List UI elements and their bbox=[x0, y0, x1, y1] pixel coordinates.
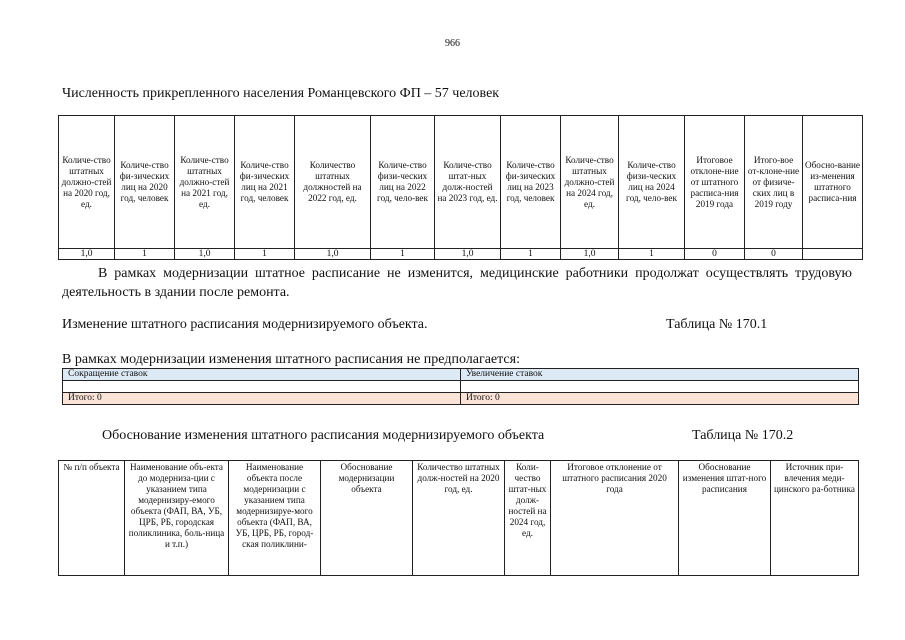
page-number: 966 bbox=[445, 38, 460, 49]
table1-cell: 1 bbox=[501, 249, 561, 260]
table1-cell: 1 bbox=[619, 249, 685, 260]
table3-header: Итоговое отклонение от штатного расписания 2020 года bbox=[551, 461, 679, 576]
table3-header: Обоснование модернизации объекта bbox=[321, 461, 413, 576]
table1-cell: 1 bbox=[371, 249, 435, 260]
table1-cell: 1 bbox=[115, 249, 175, 260]
table1-header: Количе-ство физи-ческих лиц на 2022 год, чело-век bbox=[371, 116, 435, 249]
table1-cell bbox=[803, 249, 863, 260]
table3-header: Обоснование изменения штат-ного расписания bbox=[679, 461, 771, 576]
increase-cell bbox=[461, 381, 859, 393]
increase-total: Итого: 0 bbox=[461, 393, 859, 405]
rates-table bbox=[62, 368, 859, 405]
table1-header: Количе-ство штатных должно-стей на 2024 год, ед. bbox=[561, 116, 619, 249]
table1-header: Итого-вое от-клоне-ние от физиче-ских лиц в 2019 году bbox=[745, 116, 803, 249]
justification-table bbox=[58, 460, 859, 576]
table1-cell: 1 bbox=[235, 249, 295, 260]
table3-header: Количество штатных долж-ностей на 2020 год, ед. bbox=[413, 461, 505, 576]
table1-header: Количе-ство фи-зических лиц на 2023 год, человек bbox=[501, 116, 561, 249]
increase-header: Увеличение ставок bbox=[461, 369, 859, 381]
table1-header: Количе-ство физи-ческих лиц на 2024 год, чело-век bbox=[619, 116, 685, 249]
table1-header: Количе-ство штатных должно-стей на 2021 год, ед. bbox=[175, 116, 235, 249]
reduction-total: Итого: 0 bbox=[63, 393, 461, 405]
change-title: Изменение штатного расписания модернизируемого объекта. bbox=[62, 317, 428, 332]
table1-header: Обосно-вание из-менения штатного расписа-ния bbox=[803, 116, 863, 249]
table3-header: Наименование объекта после модернизации с указанием типа модернизируе-мого объекта (ФАП, ВА, УБ, ЦРБ, РБ, город-ская поликлини- bbox=[229, 461, 321, 576]
table3-header: № п/п объекта bbox=[59, 461, 125, 576]
table3-header: Наименование объ-екта до модерниза-ции с указанием типа модернизиру-емого объекта (ФАП, ВА, УБ, ЦРБ, РБ, городская поликлиника, боль-ница и т.п.) bbox=[125, 461, 229, 576]
table1-header: Количество штатных должностей на 2022 год, ед. bbox=[295, 116, 371, 249]
table1-cell: 1,0 bbox=[295, 249, 371, 260]
change-table-number: Таблица № 170.1 bbox=[666, 317, 768, 332]
table1-cell: 0 bbox=[745, 249, 803, 260]
table1-header: Количе-ство штат-ных долж-ностей на 2023 год, ед. bbox=[435, 116, 501, 249]
table1-header: Количе-ство фи-зических лиц на 2021 год, человек bbox=[235, 116, 295, 249]
justification-table-number: Таблица № 170.2 bbox=[692, 428, 794, 443]
table1-cell: 1,0 bbox=[59, 249, 115, 260]
population-title: Численность прикрепленного населения Романцевского ФП – 57 человек bbox=[62, 86, 500, 101]
table-row bbox=[63, 381, 859, 393]
table3-header: Источник при-влечения меди-цинского ра-ботника bbox=[771, 461, 859, 576]
reduction-header: Сокращение ставок bbox=[63, 369, 461, 381]
justification-title: Обоснование изменения штатного расписания модернизируемого объекта bbox=[102, 428, 545, 443]
modernization-paragraph: В рамках модернизации штатное расписание не изменится, медицинские работники продолжат осуществлять трудовую деятельность в здании после ремонта. bbox=[62, 266, 852, 300]
reduction-cell bbox=[63, 381, 461, 393]
table1-cell: 1,0 bbox=[175, 249, 235, 260]
table1-header: Количе-ство фи-зических лиц на 2020 год, человек bbox=[115, 116, 175, 249]
table1-header: Количе-ство штатных должно-стей на 2020 год, ед. bbox=[59, 116, 115, 249]
staffing-table bbox=[58, 115, 863, 260]
table1-cell: 1,0 bbox=[561, 249, 619, 260]
table1-cell: 1,0 bbox=[435, 249, 501, 260]
change-note: В рамках модернизации изменения штатного расписания не предполагается: bbox=[62, 352, 520, 367]
table3-header: Коли-чество штат-ных долж-ностей на 2024 год, ед. bbox=[505, 461, 551, 576]
table-row bbox=[59, 249, 863, 260]
table1-header: Итоговое отклоне-ние от штатного расписа-ния 2019 года bbox=[685, 116, 745, 249]
table1-cell: 0 bbox=[685, 249, 745, 260]
